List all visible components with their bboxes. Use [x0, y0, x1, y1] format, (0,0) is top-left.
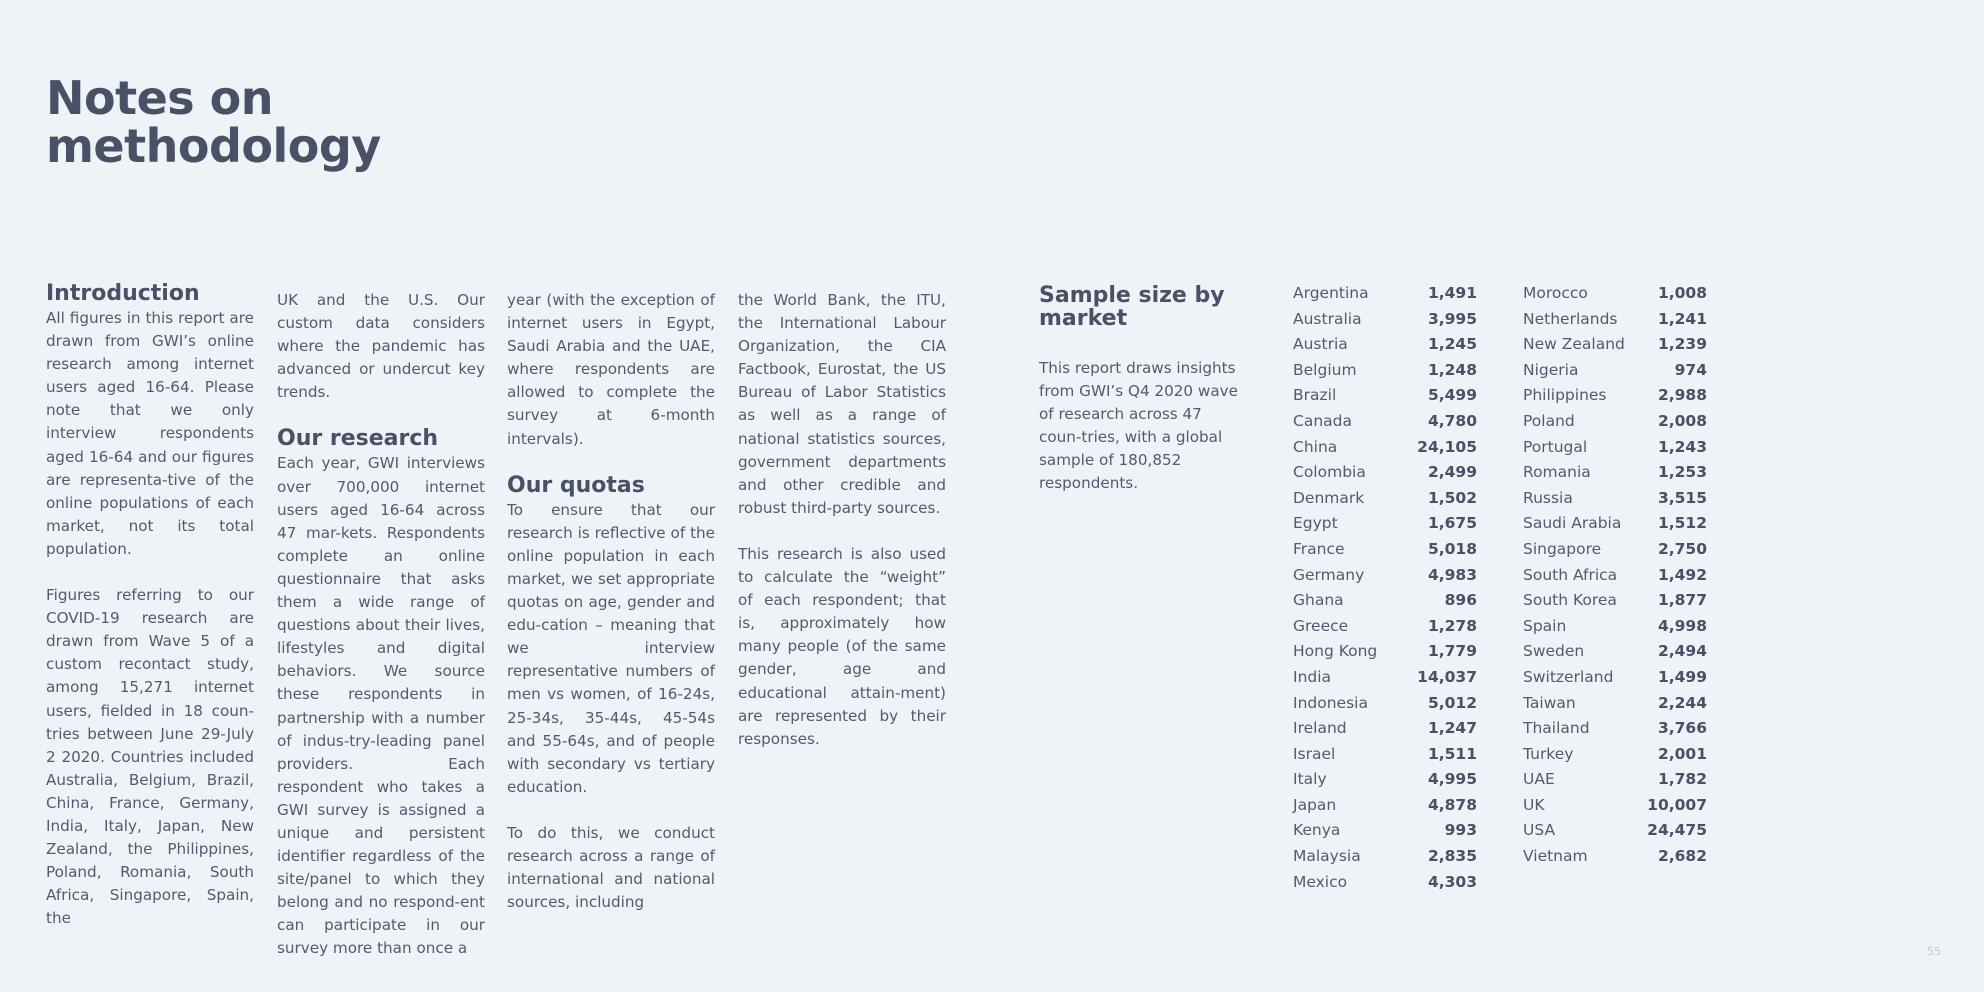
market-sample-size: 3,766 — [1657, 719, 1707, 738]
introduction-heading: Introduction — [46, 281, 200, 306]
market-name: Brazil — [1293, 386, 1337, 405]
market-sample-size: 4,780 — [1427, 411, 1477, 430]
market-sample-size: 1,512 — [1657, 514, 1707, 533]
market-row — [1523, 437, 1707, 463]
market-sample-size: 2,244 — [1657, 693, 1707, 712]
market-row — [1523, 693, 1707, 719]
market-name: USA — [1523, 821, 1556, 840]
market-row — [1293, 795, 1477, 821]
introduction-paragraph-1: All figures in this report are drawn from GWI’s online research among internet users aged 16-64. Please note that we only interview respondents aged 16-64 and our figures are representa-tive of the online populations of each market, not its total population. — [46, 309, 254, 558]
our-research-heading: Our research — [277, 426, 439, 452]
market-sample-size: 1,499 — [1657, 667, 1707, 686]
market-name: Hong Kong — [1293, 642, 1378, 661]
market-row — [1523, 795, 1707, 821]
market-sample-size: 1,491 — [1427, 284, 1477, 302]
market-name: South Korea — [1523, 591, 1617, 610]
market-sample-size: 4,995 — [1427, 770, 1477, 789]
sources-paragraph-2: This research is also used to calculate the “weight” of each respondent; that is, approximately how many people (of the same gender, age and educational attain-ment) are represented by their responses. — [738, 544, 946, 748]
market-sample-size: 5,012 — [1427, 693, 1477, 712]
market-row — [1293, 718, 1477, 744]
market-sample-size: 1,779 — [1427, 642, 1477, 661]
market-row — [1523, 565, 1707, 591]
market-sample-size: 2,750 — [1657, 539, 1707, 558]
market-row — [1523, 641, 1707, 667]
market-name: Saudi Arabia — [1523, 514, 1622, 533]
market-sample-size: 5,018 — [1427, 539, 1477, 558]
market-row — [1293, 411, 1477, 437]
market-name: Denmark — [1293, 488, 1365, 507]
market-row — [1293, 309, 1477, 335]
market-name: Greece — [1293, 616, 1349, 635]
market-name: Portugal — [1523, 437, 1588, 456]
research-column — [277, 289, 485, 961]
market-sample-size: 1,492 — [1657, 565, 1707, 584]
market-sample-size: 4,878 — [1427, 795, 1477, 814]
market-name: Vietnam — [1523, 847, 1588, 866]
market-name: Nigeria — [1523, 360, 1579, 379]
market-row — [1293, 872, 1477, 898]
market-row — [1523, 846, 1707, 872]
market-sample-size: 1,247 — [1427, 719, 1477, 738]
market-row — [1293, 513, 1477, 539]
market-sample-size: 1,278 — [1427, 616, 1477, 635]
market-sample-size: 2,835 — [1427, 847, 1477, 866]
market-name: Argentina — [1293, 284, 1369, 302]
market-name: Egypt — [1293, 514, 1338, 533]
introduction-column — [46, 281, 254, 930]
market-row — [1523, 744, 1707, 770]
market-sample-size: 4,983 — [1427, 565, 1477, 584]
market-name: France — [1293, 539, 1345, 558]
market-sample-size: 2,494 — [1657, 642, 1707, 661]
page-title-line1: Notes on — [46, 71, 274, 125]
sample-size-description: This report draws insights from GWI’s Q4 2020 wave of research across 47 coun-tries, with a global sample of 180,852 respondents. — [1039, 359, 1238, 493]
market-name: Turkey — [1523, 744, 1574, 763]
market-row — [1293, 462, 1477, 488]
market-name: Ireland — [1293, 719, 1347, 738]
research-lead-paragraph: UK and the U.S. Our custom data considers where the pandemic has advanced or undercut key trends. — [277, 291, 485, 402]
market-sample-size: 896 — [1444, 591, 1477, 610]
introduction-paragraph-2: Figures referring to our COVID-19 research are drawn from Wave 5 of a custom recontact study, among 15,271 internet users, fielded in 18 coun-tries between June 29-July 2 2020. Countries included Australia, Belgium, Brazil, China, France, Germany, India, Italy, Japan, New Zealand, the Philippines, Poland, Romania, South Africa, Singapore, Spain, the — [46, 586, 254, 928]
market-row — [1293, 846, 1477, 872]
market-row — [1293, 539, 1477, 565]
market-row — [1293, 283, 1477, 309]
market-name: Russia — [1523, 488, 1573, 507]
market-row — [1523, 667, 1707, 693]
market-sample-size: 2,008 — [1657, 411, 1707, 430]
market-sample-size: 14,037 — [1417, 667, 1477, 686]
market-row — [1293, 641, 1477, 667]
market-sample-size: 1,245 — [1427, 335, 1477, 354]
market-sample-size: 4,303 — [1427, 872, 1477, 891]
market-row — [1523, 539, 1707, 565]
market-row — [1523, 820, 1707, 846]
market-row — [1293, 667, 1477, 693]
market-row — [1523, 309, 1707, 335]
quotas-lead-paragraph: year (with the exception of internet users in Egypt, Saudi Arabia and the UAE, where respondents are allowed to complete the survey at 6-month intervals). — [507, 291, 715, 448]
market-name: New Zealand — [1523, 335, 1625, 354]
market-name: Switzerland — [1523, 667, 1614, 686]
market-row — [1523, 334, 1707, 360]
market-name: UAE — [1523, 770, 1555, 789]
market-name: Thailand — [1523, 719, 1590, 738]
market-name: Spain — [1523, 616, 1567, 635]
market-name: Philippines — [1523, 386, 1607, 405]
market-sample-size: 3,995 — [1427, 309, 1477, 328]
market-name: Morocco — [1523, 284, 1588, 302]
market-name: Mexico — [1293, 872, 1348, 891]
market-name: Israel — [1293, 744, 1336, 763]
market-sample-size: 974 — [1674, 360, 1707, 379]
market-sample-size: 1,008 — [1657, 284, 1707, 302]
market-name: Poland — [1523, 411, 1575, 430]
market-sample-size: 1,248 — [1427, 360, 1477, 379]
market-row — [1523, 616, 1707, 642]
market-row — [1293, 488, 1477, 514]
market-row — [1293, 744, 1477, 770]
market-name: Taiwan — [1523, 693, 1576, 712]
market-name: Italy — [1293, 770, 1327, 789]
market-sample-size: 993 — [1444, 821, 1477, 840]
market-row — [1523, 411, 1707, 437]
market-sample-size: 1,511 — [1427, 744, 1477, 763]
market-name: Kenya — [1293, 821, 1341, 840]
market-name: India — [1293, 667, 1332, 686]
market-row — [1293, 334, 1477, 360]
market-sample-size: 4,998 — [1657, 616, 1707, 635]
market-row — [1293, 385, 1477, 411]
market-sample-size: 2,988 — [1657, 386, 1707, 405]
market-name: Canada — [1293, 411, 1352, 430]
market-row — [1293, 769, 1477, 795]
market-name: Netherlands — [1523, 309, 1618, 328]
market-sample-size: 2,682 — [1657, 847, 1707, 866]
our-quotas-paragraph-1: To ensure that our research is reflective of the online population in each market, we set appropriate quotas on age, gender and edu-cation – meaning that we interview representative numbers of men vs women, of 16-24s, 25-34s, 35-44s, 45-54s and 55-64s, and of people with secondary vs tertiary education. — [507, 500, 715, 796]
market-row — [1523, 283, 1707, 309]
market-row — [1523, 360, 1707, 386]
market-sample-size: 2,499 — [1427, 463, 1477, 482]
market-name: China — [1293, 437, 1338, 456]
market-name: Indonesia — [1293, 693, 1368, 712]
our-quotas-heading: Our quotas — [507, 472, 645, 498]
market-name: Australia — [1293, 309, 1362, 328]
sources-paragraph-1: the World Bank, the ITU, the International Labour Organization, the CIA Factbook, Eurostat, the US Bureau of Labor Statistics as well as a range of national statistics sources, government departments and other credible and robust third-party sources. — [738, 291, 946, 517]
market-sample-size: 24,105 — [1417, 437, 1477, 456]
market-sample-size: 1,782 — [1657, 770, 1707, 789]
market-row — [1293, 590, 1477, 616]
market-sample-size: 1,502 — [1427, 488, 1477, 507]
market-name: Romania — [1523, 463, 1591, 482]
quotas-column — [507, 289, 715, 914]
market-sample-size: 3,515 — [1657, 488, 1707, 507]
market-row — [1293, 820, 1477, 846]
market-name: Belgium — [1293, 360, 1357, 379]
market-row — [1523, 513, 1707, 539]
sample-size-heading: Sample size by market — [1039, 283, 1225, 331]
market-name: Sweden — [1523, 642, 1585, 661]
market-name: Germany — [1293, 565, 1365, 584]
market-sample-size: 1,241 — [1657, 309, 1707, 328]
market-name: Ghana — [1293, 591, 1344, 610]
market-table-left — [1293, 283, 1477, 897]
market-sample-size: 5,499 — [1427, 386, 1477, 405]
market-name: Colombia — [1293, 463, 1366, 482]
market-row — [1293, 616, 1477, 642]
page-title — [46, 71, 381, 173]
market-row — [1523, 718, 1707, 744]
market-name: Japan — [1293, 795, 1337, 814]
market-sample-size: 24,475 — [1647, 821, 1707, 840]
market-row — [1293, 693, 1477, 719]
market-name: UK — [1523, 795, 1545, 814]
market-sample-size: 1,675 — [1427, 514, 1477, 533]
our-quotas-paragraph-2: To do this, we conduct research across a range of international and national sources, including — [507, 823, 715, 912]
market-row — [1293, 437, 1477, 463]
market-name: Singapore — [1523, 539, 1602, 558]
sources-column — [738, 289, 946, 751]
market-sample-size: 1,877 — [1657, 591, 1707, 610]
market-sample-size: 1,239 — [1657, 335, 1707, 354]
market-row — [1523, 462, 1707, 488]
our-research-paragraph: Each year, GWI interviews over 700,000 internet users aged 16-64 across 47 mar-kets. Respondents complete an online questionnaire that asks them a wide range of questions about their lives, lifestyles and digital behaviors. We source these respondents in partnership with a number of indus-try-leading panel providers. Each respondent who takes a GWI survey is assigned a unique and persistent identifier regardless of the site/panel to which they belong and no respond-ent can participate in our survey more than once a — [277, 454, 485, 958]
market-sample-size: 1,243 — [1657, 437, 1707, 456]
market-name: Austria — [1293, 335, 1348, 354]
market-sample-size: 2,001 — [1657, 744, 1707, 763]
market-row — [1523, 488, 1707, 514]
market-name: Malaysia — [1293, 847, 1361, 866]
market-row — [1293, 565, 1477, 591]
page-number: 55 — [1927, 945, 1941, 958]
market-name: South Africa — [1523, 565, 1618, 584]
market-row — [1523, 385, 1707, 411]
market-sample-size: 10,007 — [1647, 795, 1707, 814]
market-table-right — [1523, 283, 1707, 872]
page-title-line2: methodology — [46, 119, 381, 173]
market-row — [1523, 769, 1707, 795]
market-sample-size: 1,253 — [1657, 463, 1707, 482]
market-row — [1293, 360, 1477, 386]
market-row — [1523, 590, 1707, 616]
